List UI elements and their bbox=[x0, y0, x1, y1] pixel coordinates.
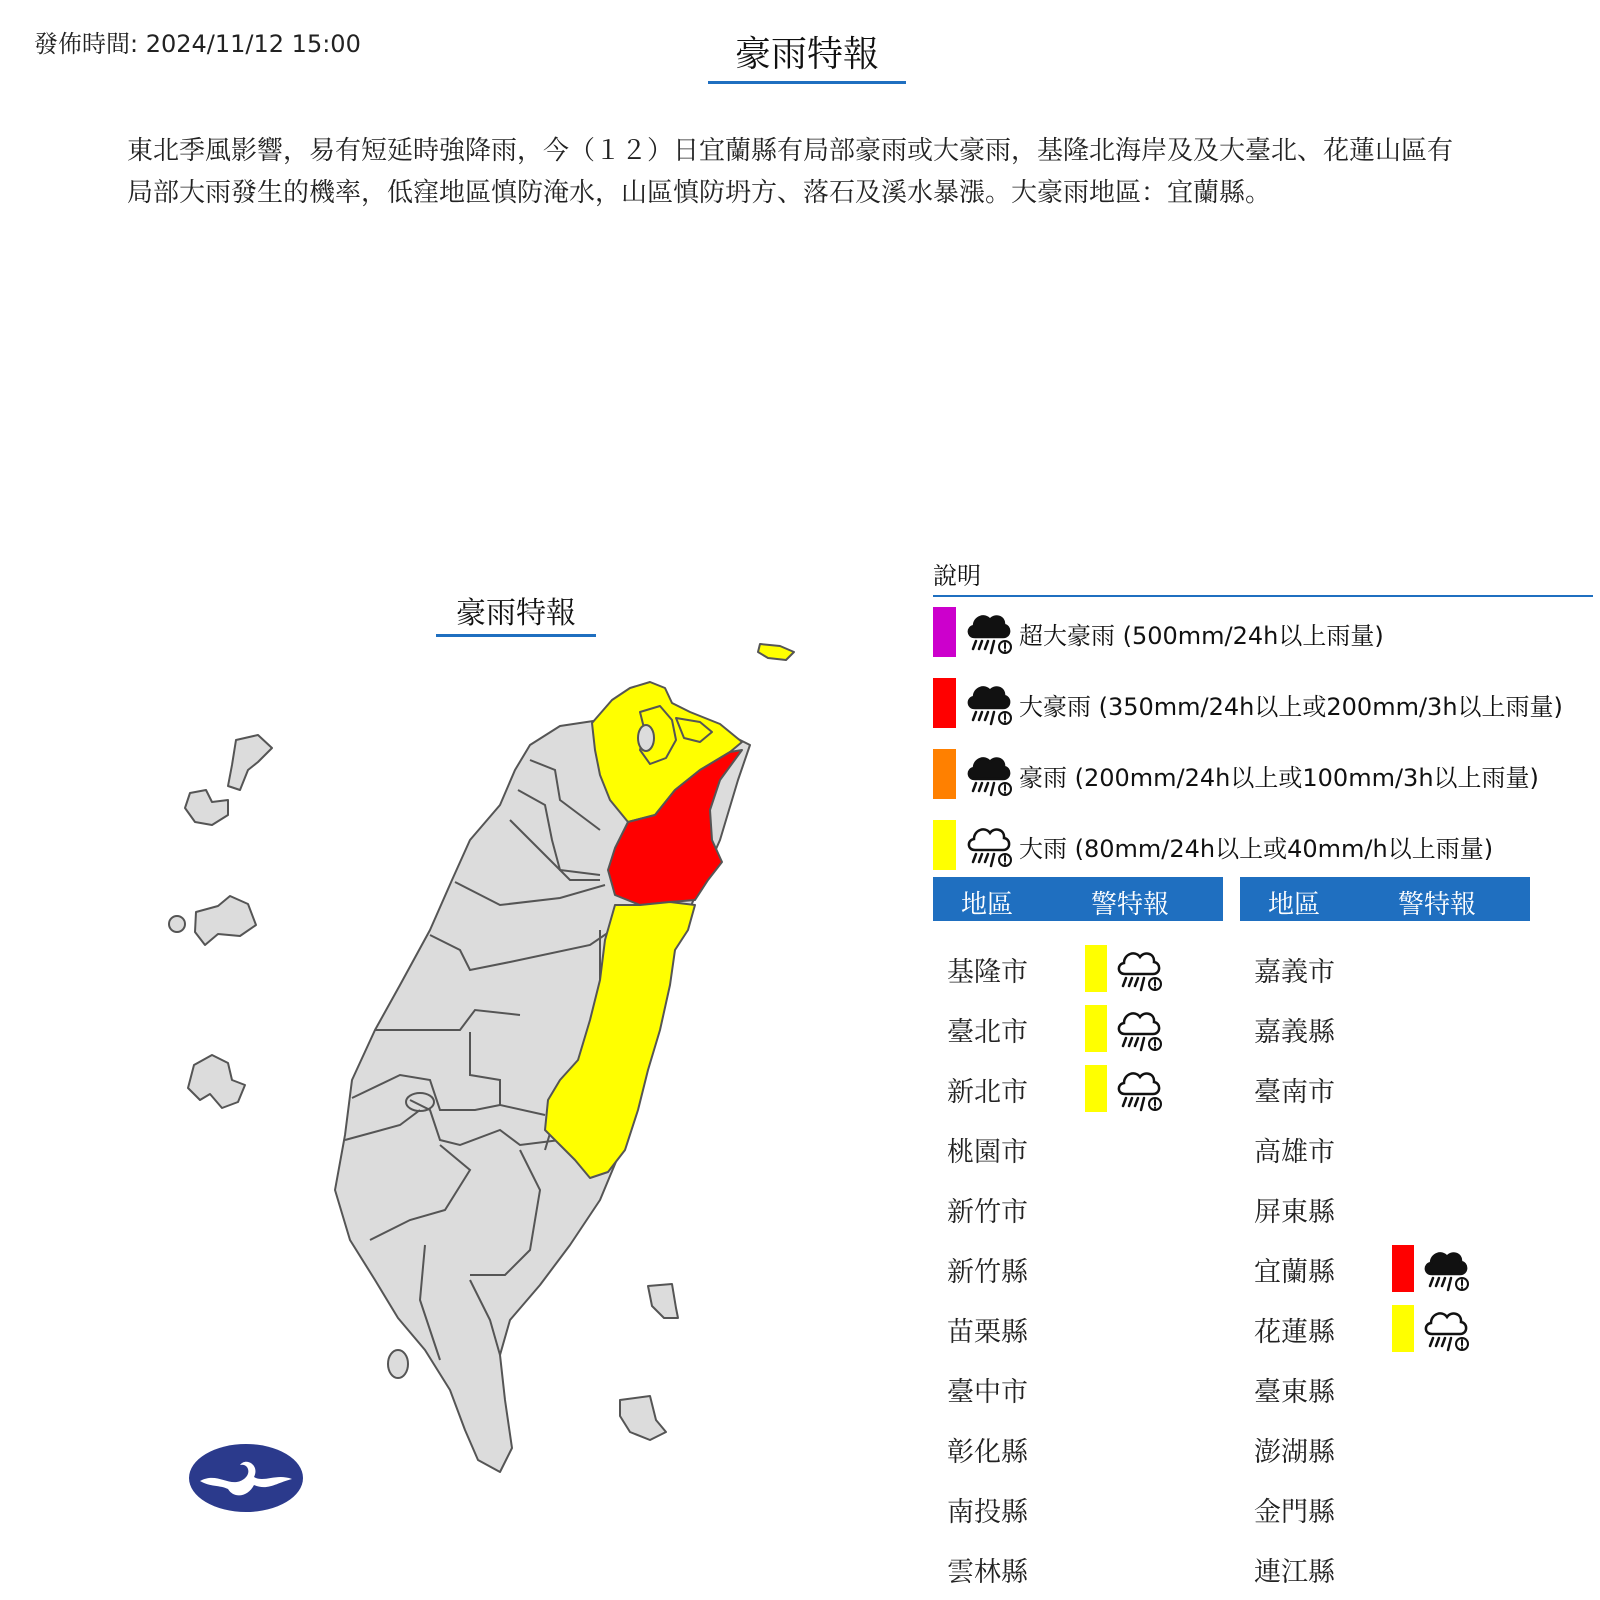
region-name: 宜蘭縣 bbox=[1254, 1257, 1335, 1288]
legend-title: 說明 bbox=[933, 556, 1593, 597]
region-row bbox=[1240, 1480, 1530, 1536]
warning-color-bar bbox=[1392, 1305, 1414, 1352]
region-row bbox=[933, 1480, 1223, 1536]
map-region-inner-lake bbox=[638, 725, 654, 751]
region-row bbox=[933, 1540, 1223, 1596]
region-name: 苗栗縣 bbox=[947, 1317, 1028, 1348]
legend-swatch bbox=[933, 678, 956, 728]
map-island-penghu-4 bbox=[169, 916, 185, 932]
region-name: 金門縣 bbox=[1254, 1497, 1335, 1528]
col-warning-label: 警特報 bbox=[1398, 890, 1477, 920]
region-row bbox=[933, 1120, 1223, 1176]
col-warning-label: 警特報 bbox=[1091, 890, 1170, 920]
issue-time: 發佈時間: 2024/11/12 15:00 bbox=[34, 30, 361, 58]
region-name: 連江縣 bbox=[1254, 1557, 1335, 1588]
region-row bbox=[1240, 1420, 1530, 1476]
region-row bbox=[1240, 1120, 1530, 1176]
map-island-penghu-1 bbox=[228, 735, 272, 790]
region-row bbox=[1240, 940, 1530, 996]
map-island-green bbox=[648, 1284, 678, 1318]
warning-description: 東北季風影響，易有短延時強降雨，今（１２）日宜蘭縣有局部豪雨或大豪雨，基隆北海岸及及大臺北、花蓮山區有局部大雨發生的機率，低窪地區慎防淹水，山區慎防坍方、落石及溪水暴漲。大豪雨地區：宜蘭縣。 bbox=[127, 136, 1454, 208]
region-name: 彰化縣 bbox=[947, 1437, 1028, 1468]
cwa-logo-icon bbox=[188, 1443, 304, 1513]
map-island-lanyu bbox=[620, 1396, 666, 1440]
legend-swatch bbox=[933, 749, 956, 799]
region-name: 臺北市 bbox=[947, 1017, 1028, 1048]
region-name: 桃園市 bbox=[947, 1137, 1028, 1168]
region-name: 南投縣 bbox=[947, 1497, 1028, 1528]
region-name: 嘉義縣 bbox=[1254, 1017, 1335, 1048]
region-row bbox=[933, 1180, 1223, 1236]
legend-label: 大雨 (80mm/24h以上或40mm/h以上雨量) bbox=[1019, 835, 1494, 863]
map-title: 豪雨特報 bbox=[436, 588, 596, 637]
region-name: 屏東縣 bbox=[1254, 1197, 1335, 1228]
map-island-pengjia bbox=[758, 644, 794, 660]
region-row bbox=[1240, 1540, 1530, 1596]
region-row bbox=[1240, 1000, 1530, 1056]
warning-color-bar bbox=[1085, 1065, 1107, 1112]
warning-color-bar bbox=[1085, 945, 1107, 992]
heavy-rain-icon bbox=[1113, 944, 1163, 994]
region-row bbox=[933, 940, 1223, 996]
region-row bbox=[933, 1360, 1223, 1416]
region-row bbox=[933, 1240, 1223, 1296]
region-row bbox=[1240, 1300, 1530, 1356]
region-name: 臺中市 bbox=[947, 1377, 1028, 1408]
table-header-left bbox=[933, 877, 1223, 921]
region-row bbox=[933, 1000, 1223, 1056]
page-title: 豪雨特報 bbox=[708, 26, 906, 84]
table-header-right bbox=[1240, 877, 1530, 921]
region-name: 新竹縣 bbox=[947, 1257, 1028, 1288]
region-name: 嘉義市 bbox=[1254, 957, 1335, 988]
heavy-rain-icon bbox=[963, 820, 1013, 870]
torrential-rain-icon bbox=[963, 607, 1013, 657]
region-row bbox=[933, 1300, 1223, 1356]
legend-label: 超大豪雨 (500mm/24h以上雨量) bbox=[1019, 622, 1384, 650]
legend-swatch bbox=[933, 820, 956, 870]
region-name: 臺東縣 bbox=[1254, 1377, 1335, 1408]
extremely-heavy-rain-icon bbox=[1420, 1244, 1470, 1294]
warning-color-bar bbox=[1085, 1005, 1107, 1052]
warning-color-bar bbox=[1392, 1245, 1414, 1292]
region-name: 高雄市 bbox=[1254, 1137, 1335, 1168]
region-name: 澎湖縣 bbox=[1254, 1437, 1335, 1468]
heavy-rain-icon bbox=[1420, 1304, 1470, 1354]
region-row bbox=[933, 1420, 1223, 1476]
region-name: 臺南市 bbox=[1254, 1077, 1335, 1108]
heavy-rain-icon bbox=[1113, 1064, 1163, 1114]
region-name: 基隆市 bbox=[947, 957, 1028, 988]
extremely-heavy-rain-icon bbox=[963, 678, 1013, 728]
region-row bbox=[1240, 1060, 1530, 1116]
map-island-penghu-3 bbox=[195, 896, 256, 945]
map-island-penghu-5 bbox=[188, 1055, 245, 1108]
col-region-label: 地區 bbox=[1268, 890, 1321, 920]
legend-swatch bbox=[933, 607, 956, 657]
legend-label: 豪雨 (200mm/24h以上或100mm/3h以上雨量) bbox=[1019, 764, 1539, 792]
region-name: 雲林縣 bbox=[947, 1557, 1028, 1588]
col-region-label: 地區 bbox=[961, 890, 1014, 920]
region-name: 新竹市 bbox=[947, 1197, 1028, 1228]
region-row bbox=[1240, 1240, 1530, 1296]
region-row bbox=[1240, 1360, 1530, 1416]
very-heavy-rain-icon bbox=[963, 749, 1013, 799]
region-name: 新北市 bbox=[947, 1077, 1028, 1108]
region-row bbox=[933, 1060, 1223, 1116]
heavy-rain-icon bbox=[1113, 1004, 1163, 1054]
legend-label: 大豪雨 (350mm/24h以上或200mm/3h以上雨量) bbox=[1019, 693, 1563, 721]
region-name: 花蓮縣 bbox=[1254, 1317, 1335, 1348]
region-row bbox=[1240, 1180, 1530, 1236]
map-island-xiaoliuqiu bbox=[388, 1350, 408, 1378]
map-island-penghu-2 bbox=[185, 790, 228, 825]
